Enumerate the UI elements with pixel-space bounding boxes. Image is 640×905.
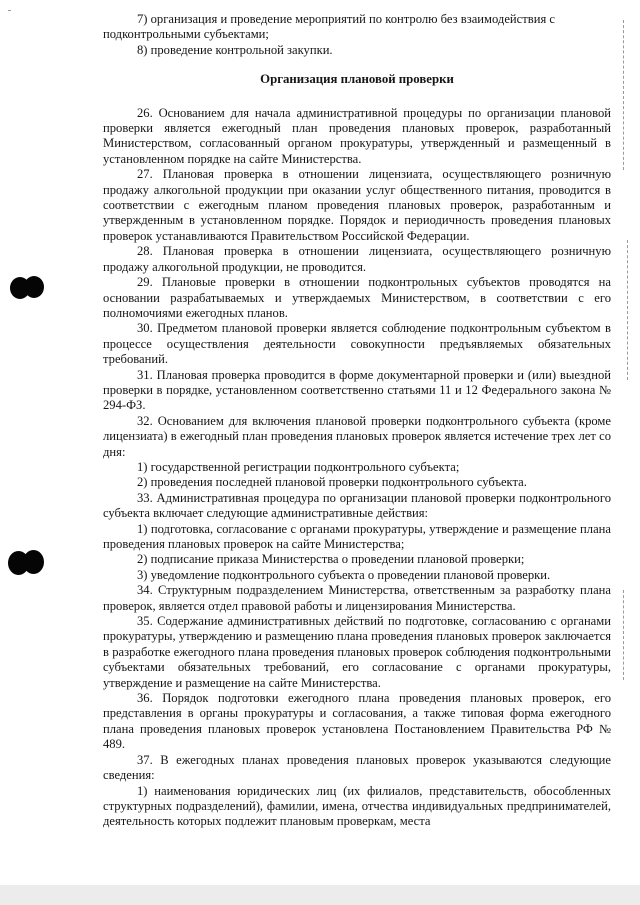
punch-hole-lower-right [23, 550, 44, 574]
paragraph-28: 28. Плановая проверка в отношении лицензиата, осуществляющего розничную продажу алкогольной продукции, не проводится. [103, 244, 611, 274]
paragraph-31: 31. Плановая проверка проводится в форме документарной проверки и (или) выездной проверки в порядке, установленном соответственно статьями 11 и 12 Федерального закона № 294-ФЗ. [103, 367, 611, 413]
scan-edge-artifact [623, 590, 624, 680]
paragraph-33-item-3: 3) уведомление подконтрольного субъекта о проведении плановой проверки. [137, 567, 551, 582]
paragraph-33-item-1: 1) подготовка, согласование с органами прокуратуры, утверждение и размещение плана проведения плановых проверок на сайте Министерства; [103, 521, 611, 551]
paragraph-27: 27. Плановая проверка в отношении лицензиата, осуществляющего розничную продажу алкогольной продукции при оказании услуг общественного питания, проводится в соответствии с ежегодным планом проведения плановых проверок, разработанным и утвержденным в установленном порядке. Порядок и периодичность проведения плановых проверок устанавливаются Правительством Российской Федерации. [103, 167, 611, 243]
scan-mark [8, 10, 11, 11]
paragraph-32: 32. Основанием для включения плановой проверки подконтрольного субъекта (кроме лицензиата) в ежегодный план проведения плановых проверок является истечение трех лет со дня: [103, 413, 611, 459]
paragraph-37-item-1: 1) наименования юридических лиц (их филиалов, представительств, обособленных структурных подразделений), фамилии, имена, отчества индивидуальных предпринимателей, деятельность которых подлежит плановым проверкам, места [103, 783, 611, 829]
item-7-line-1: 7) организация и проведение мероприятий по контролю без взаимодействия с [137, 12, 555, 26]
punch-hole-upper-right [24, 276, 44, 298]
paragraph-32-item-1: 1) государственной регистрации подконтрольного субъекта; [137, 459, 460, 474]
section-heading: Организация плановой проверки [260, 72, 454, 87]
scan-bottom-margin [0, 885, 640, 905]
paragraph-33: 33. Административная процедура по организации плановой проверки подконтрольного субъекта включает следующие административные действия: [103, 490, 611, 521]
paragraph-34: 34. Структурным подразделением Министерства, ответственным за разработку плана проверок, является отдел правовой работы и лицензирования Министерства. [103, 583, 611, 613]
paragraph-32-item-2: 2) проведения последней плановой проверки подконтрольного субъекта. [137, 475, 527, 490]
scan-edge-artifact [623, 20, 624, 170]
paragraph-30: 30. Предметом плановой проверки является соблюдение подконтрольным субъектом в процессе осуществления деятельности совокупности предъявляемых обязательных требований. [103, 321, 611, 367]
item-7-continuation [103, 12, 611, 27]
document-body [103, 12, 611, 830]
paragraph-35: 35. Содержание административных действий по подготовке, согласованию с органами прокуратуры, утверждению и размещению плана проведения плановых проверок заключается в разработке ежегодного плана проведения плановых проверок соблюдения подконтрольными субъектами обязательных требований, его согласование с органами прокуратуры, утверждение и размещение на сайте Министерства. [103, 614, 611, 690]
paragraph-37: 37. В ежегодных планах проведения плановых проверок указываются следующие сведения: [103, 752, 611, 783]
item-7-line-2: подконтрольными субъектами; [103, 27, 269, 42]
paragraph-29: 29. Плановые проверки в отношении подконтрольных субъектов проводятся на основании разрабатываемых и утверждаемых Министерством, в соответствии с его полномочиями ежегодных планов. [103, 275, 611, 320]
paragraph-26: 26. Основанием для начала административной процедуры по организации плановой проверки является ежегодный план проведения плановых проверок, разработанный Министерством, согласованный органом прокуратуры, утвержденный и размещенный в установленном порядке на сайте Министерства. [103, 105, 611, 166]
paragraph-36: 36. Порядок подготовки ежегодного плана проведения плановых проверок, его представления в органы прокуратуры и согласования, а также типовая форма ежегодного плана проведения плановых проверок установлена Постановлением Правительства РФ № 489. [103, 691, 611, 752]
paragraph-33-item-2: 2) подписание приказа Министерства о проведении плановой проверки; [137, 552, 525, 567]
scan-edge-artifact [627, 240, 628, 380]
item-8: 8) проведение контрольной закупки. [137, 42, 333, 57]
